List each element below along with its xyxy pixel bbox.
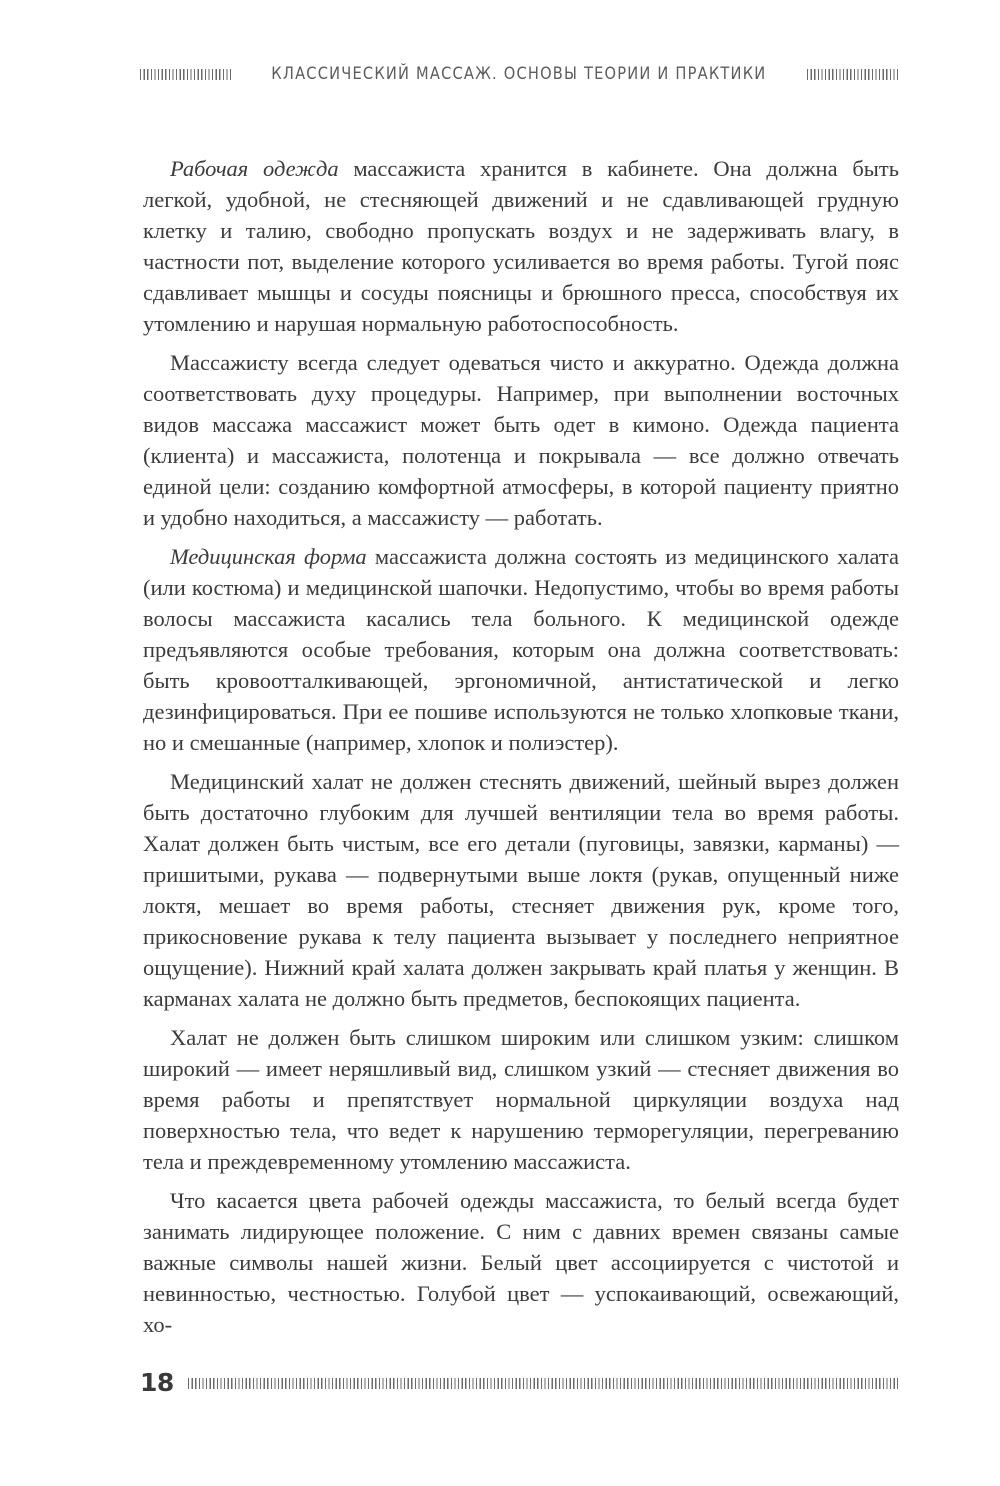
paragraph-text: Халат не должен быть слишком широким или слишком узким: слишком широкий — имеет неряшливый вид, слишком узкий — стесняет движения во время работы и препятствует нормальной циркуляции воздуха над поверхностью тела, что ведет к нарушению терморегуляции, перегреванию тела и преждевременному утомлению массажиста. (143, 1025, 899, 1174)
paragraph-dress-neatly (143, 347, 899, 533)
header-decorative-bars-left (140, 69, 231, 80)
paragraph-gown-fit (143, 1022, 899, 1177)
italic-term: Рабочая одежда (170, 156, 339, 181)
header-decorative-bars-right (807, 69, 898, 80)
paragraph-clothing-color (143, 1185, 899, 1340)
italic-term: Медицинская форма (170, 544, 367, 569)
paragraph-medical-gown (143, 766, 899, 1014)
footer-decorative-bars (188, 1378, 898, 1389)
paragraph-medical-uniform (143, 541, 899, 758)
paragraph-text: Что касается цвета рабочей одежды массажиста, то белый всегда будет занимать лидирующее положение. С ним с давних времен связаны самые важные символы нашей жизни. Белый цвет ассоциируется с чистотой и невинностью, честностью. Голубой цвет — успокаивающий, освежающий, хо- (143, 1188, 899, 1337)
paragraph-text: Массажисту всегда следует одеваться чисто и аккуратно. Одежда должна соответствовать духу процедуры. Например, при выполнении восточных видов массажа массажист может быть одет в кимоно. Одежда пациента (клиента) и массажиста, полотенца и покрывала — все должно отвечать единой цели: созданию комфортной атмосферы, в которой пациенту приятно и удобно находиться, а массажисту — работать. (143, 350, 899, 530)
paragraph-text: массажиста должна состоять из медицинского халата (или костюма) и медицинской шапочки. Недопустимо, чтобы во время работы волосы массажиста касались тела больного. К медицинской одежде предъявляются особые требования, которым она должна соответствовать: быть кровоотталкивающей, эргономичной, антистатической и легко дезинфицироваться. При ее пошиве используются не только хлопковые ткани, но и смешанные (например, хлопок и полиэстер). (143, 544, 899, 755)
page-number: 18 (140, 1367, 174, 1397)
body-text (143, 153, 899, 1348)
paragraph-text: Медицинский халат не должен стеснять движений, шейный вырез должен быть достаточно глубоким для лучшей вентиляции тела во время работы. Халат должен быть чистым, все его детали (пуговицы, завязки, карманы) — пришитыми, рукава — подвернутыми выше локтя (рукав, опущенный ниже локтя, мешает во время работы, стесняет движения рук, кроме того, прикосновение рукава к телу пациента вызывает у последнего неприятное ощущение). Нижний край халата должен закрывать край платья у женщин. В карманах халата не должно быть предметов, беспокоящих пациента. (143, 769, 899, 1011)
running-title: КЛАССИЧЕСКИЙ МАССАЖ. ОСНОВЫ ТЕОРИИ И ПРАКТИКИ (271, 64, 767, 84)
page-footer (140, 1367, 898, 1397)
paragraph-work-clothing (143, 153, 899, 339)
running-header (140, 62, 898, 86)
paragraph-text: массажиста хранится в кабинете. Она должна быть легкой, удобной, не стесняющей движений и не сдавливающей грудную клетку и талию, свободно пропускать воздух и не задерживать влагу, в частности пот, выделение которого усиливается во время работы. Тугой пояс сдавливает мышцы и сосуды поясницы и брюшного пресса, способствуя их утомлению и нарушая нормальную работоспособность. (143, 156, 899, 336)
